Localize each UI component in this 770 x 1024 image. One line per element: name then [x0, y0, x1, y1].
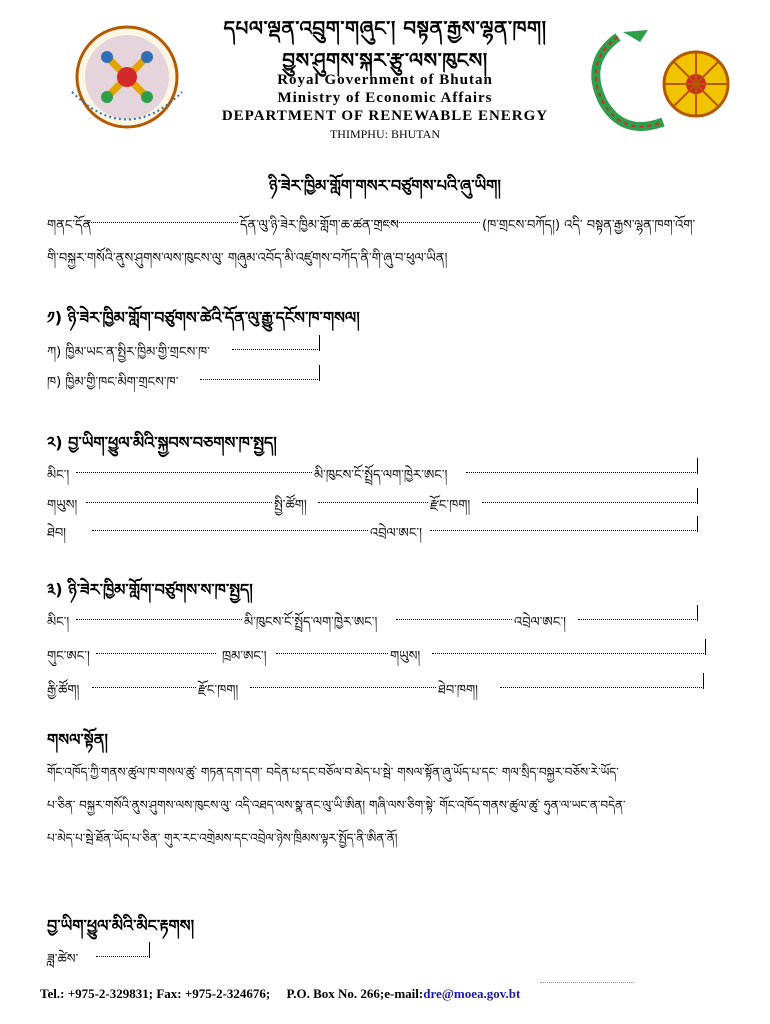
signature-date-label: ཟླ་ཚེས་	[47, 952, 79, 967]
s1-household-label: ཀ) ཁྱིམ་ཡང་ན་སྤྱིར་ཁྱིམ་གྱི་གྲངས་ཁ་	[47, 345, 210, 360]
s3-contact-field[interactable]	[500, 687, 702, 688]
s3-house-label: ཁྲམ་ཨང་།	[222, 649, 267, 664]
header-department: DEPARTMENT OF RENEWABLE ENERGY	[221, 108, 549, 124]
s2-name-label: མིང་།	[47, 468, 70, 483]
s3-village-bar	[705, 639, 706, 655]
header-government: Royal Government of Bhutan	[277, 72, 493, 88]
s3-thram-label: གུང་ཨང་།	[47, 649, 90, 664]
intro-label-ministry: (ཁ་གྲངས་བཀོད།) འདི་ བསྟན་རྒྱས་ལྷན་ཁག་འོག་	[482, 218, 696, 233]
declaration-line-2: པ་ཅིན་ བསྐྱར་གསོའི་ནུས་ཤུགས་ལས་ཁུངས་ལུ་ འདི་འཐད་ལས་སྣ་ནང་ལུ་ཡི་ཨིན། གཞི་ལས་ཅིག་སྟེ་ གོང་འཁོད་གནས་ཚུལ་ཚུ་ ཧུན་ལ་ཡང་ན་བདེན་	[47, 798, 626, 812]
intro-line-2: གི་བསྐྱར་གསོའི་ནུས་ཤུགས་ལས་ཁུངས་ལུ་ གཞུམ་འབོད་མི་འཛུགས་བཀོད་ནི་གི་ཞུ་བ་ཕུལ་ཡིན།	[47, 251, 448, 266]
s2-contact-field[interactable]	[92, 530, 368, 531]
s2-cid-bar	[697, 458, 698, 474]
s1-rooms-bar	[319, 365, 320, 381]
header-city: THIMPHU: BHUTAN	[329, 127, 441, 141]
intro-subject-field[interactable]	[88, 222, 238, 223]
section-3-heading: ༣) ཉི་ཟེར་ཁྱིམ་གློག་བཙུགས་ས་ཁ་སྤྱད།	[47, 580, 253, 599]
intro-count-field[interactable]	[378, 222, 480, 223]
s2-name-field[interactable]	[76, 472, 312, 473]
s3-name-field[interactable]	[76, 619, 242, 620]
s3-village-field[interactable]	[432, 653, 704, 654]
s3-village-label: གཡུས།	[390, 649, 421, 664]
s2-cid-field[interactable]	[466, 472, 696, 473]
s2-village-field[interactable]	[318, 502, 428, 503]
s2-cid-label: མི་ཁུངས་ངོ་སྤྲོད་ལག་ཁྱེར་ཨང་།	[314, 468, 448, 483]
s3-phone-label: འབྲེལ་ཨང་།	[514, 615, 566, 630]
s3-cid-label: མི་ཁུངས་ངོ་སྤྲོད་ལག་ཁྱེར་ཨང་།	[244, 615, 378, 630]
s1-rooms-label: ཁ) ཁྱིམ་གྱི་ཁང་མིག་གྲངས་ཁ་	[47, 375, 179, 390]
s2-phone-label: འབྲེལ་ཨང་།	[370, 526, 422, 541]
s3-name-label: མིང་།	[47, 615, 70, 630]
s1-rooms-field[interactable]	[200, 379, 318, 380]
s3-gewog-field[interactable]	[92, 687, 196, 688]
s2-dzongkhag-field[interactable]	[482, 502, 696, 503]
s2-gewog-label: གཡུས།	[47, 498, 78, 513]
signature-date-bar	[149, 942, 150, 958]
s3-contact-label: ཐེབ་ཁག།	[438, 683, 479, 698]
declaration-line-3: པ་མེད་པ་སྦེ་ཐོན་ཡོད་པ་ཅིན་ གུར་རང་འགྲེམས་དང་འབྲེལ་ཉེས་ཁྲིམས་ལྟར་སྤྱོད་ནི་ཨིན་ནོ།	[47, 831, 398, 845]
signature-date-field[interactable]	[96, 956, 148, 957]
declaration-line-1: གོང་འཁོད་ཀྱི་གནས་ཚུལ་ཁ་གསལ་ཚུ་ གཏན་དག་དག་ བདེན་པ་དང་བཅོལ་བ་མེད་པ་སྦེ་ གསལ་སྟོན་ཞུ་ཡོད་པ་དང་ གལ་སྲིད་བསྐྱར་བཅོས་རེ་ཡོད་	[47, 765, 619, 779]
declaration-heading: གསལ་སྟོན།	[47, 730, 108, 749]
s2-village-label: སྤྱི་ཚོག།	[274, 498, 307, 513]
header-tibetan-line-2: བྱུས་ཤུགས་སྐར་རྩུ་ལས་ཁུངས།	[282, 48, 488, 72]
intro-label-subject: གནང་དོན	[47, 218, 92, 233]
s3-phone-bar	[697, 605, 698, 621]
s3-phone-field[interactable]	[578, 619, 696, 620]
s1-household-bar	[319, 335, 320, 351]
s2-contact-label: ཐེབ།	[47, 526, 67, 541]
footer-email-link[interactable]: dre@moea.gov.bt	[423, 986, 521, 1001]
s2-gewog-field[interactable]	[86, 502, 272, 503]
s3-contact-bar	[703, 673, 704, 689]
section-2-heading: ༢) བྱ་ཡིག་ཕྱུལ་མིའི་སྐྱབས་བཅགས་ཁ་སྤྱད།	[47, 433, 277, 452]
s3-gewog-label: རྒྱི་ཚོག།	[47, 683, 80, 698]
s2-phone-bar	[697, 516, 698, 532]
form-title: ཉི་ཟེར་ཁྱིམ་གློག་གསར་བཙུགས་པའི་ཞུ་ཡིག།	[269, 176, 501, 195]
header-ministry: Ministry of Economic Affairs	[277, 90, 493, 106]
s3-house-field[interactable]	[276, 653, 388, 654]
footer-contact-text: Tel.: +975-2-329831; Fax: +975-2-324676; P.O. Box No. 266;e-mail:	[40, 986, 424, 1001]
s3-dzongkhag-label: རྫོང་ཁག།	[198, 683, 239, 698]
header-tibetan-line-1: དཔལ་ལྡན་འབྲུག་གཞུང་། བསྟན་རྒྱས་ལྷན་ཁག།	[223, 16, 547, 40]
s2-dzongkhag-bar	[697, 488, 698, 504]
intro-label-purpose: དོན་ལུ་ཉི་ཟེར་ཁྱིམ་གློག་ཆ་ཚན་གྲངས	[240, 218, 399, 233]
signature-heading: བྱ་ཡིག་ཕྱུལ་མིའི་མིང་རྟགས།	[47, 916, 195, 935]
footer-contact	[40, 986, 520, 1002]
s2-dzongkhag-label: རྫོང་ཁག།	[430, 498, 471, 513]
s3-thram-field[interactable]	[96, 653, 216, 654]
s3-dzongkhag-field[interactable]	[250, 687, 436, 688]
footer-divider	[540, 982, 634, 983]
s1-household-field[interactable]	[232, 349, 318, 350]
s3-cid-field[interactable]	[396, 619, 512, 620]
s2-phone-field[interactable]	[430, 530, 696, 531]
section-1-heading: ༡) ཉི་ཟེར་ཁྱིམ་གློག་བཙུགས་ཚེའི་དོན་ལུ་རྒྱུ་དངོས་ཁ་གསལ།	[47, 308, 360, 327]
